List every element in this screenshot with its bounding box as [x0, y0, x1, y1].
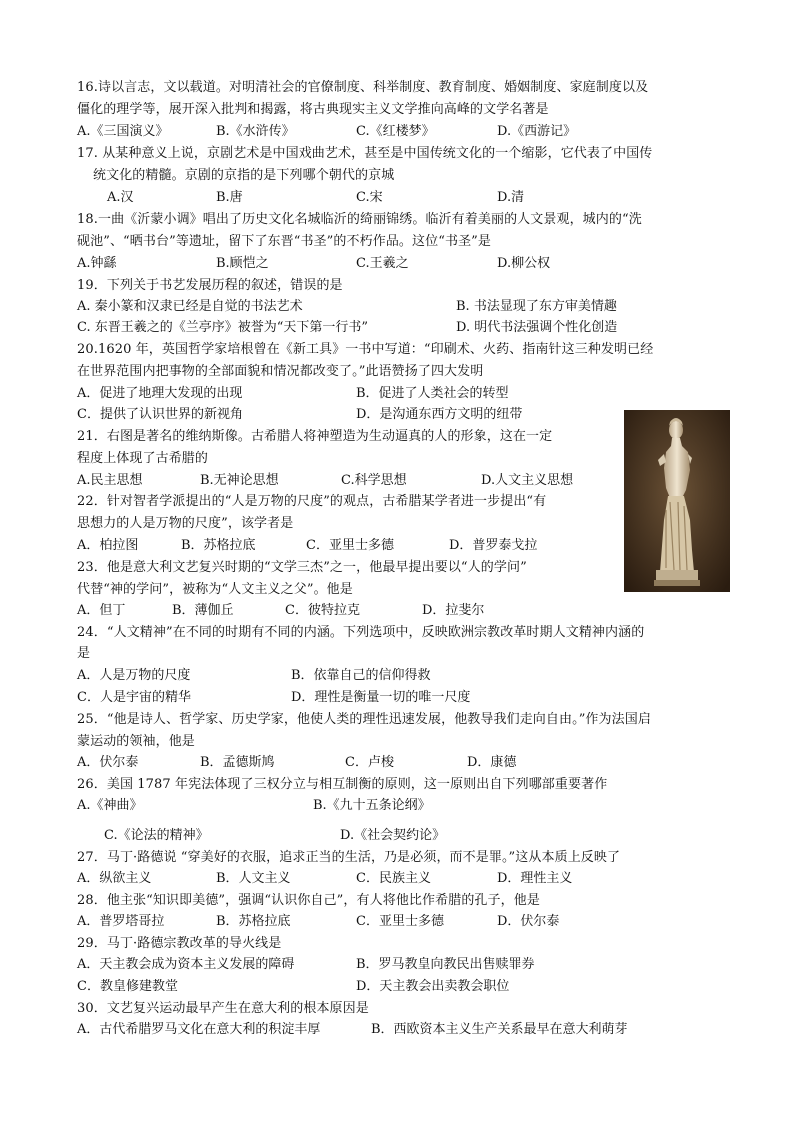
q22-option-b: B．苏格拉底: [181, 538, 256, 553]
q20-option-d: D．是沟通东西方文明的纽带: [356, 407, 523, 422]
question-23-line-1: 23．他是意大利文艺复兴时期的“文学三杰”之一，他最早提出要以“人的学问”: [77, 560, 527, 575]
venus-statue-image: [624, 410, 730, 592]
question-24-line-2: 是: [77, 646, 91, 661]
question-22-line-2: 思想力的人是万物的尺度”，该学者是: [77, 516, 294, 531]
question-25-line-2: 蒙运动的领袖，他是: [77, 734, 195, 749]
question-29-line-1: 29．马丁·路德宗教改革的导火线是: [77, 936, 282, 951]
q19-option-d: D. 明代书法强调个性化创造: [456, 320, 618, 335]
q23-option-c: C．彼特拉克: [285, 603, 360, 618]
question-21-line-1: 21．右图是著名的维纳斯像。古希腊人将神塑造为生动逼真的人的形象，这在一定: [77, 429, 553, 444]
q17-option-c: C.宋: [356, 190, 383, 205]
question-23-line-2: 代替“神的学问”，被称为“人文主义之父”。他是: [77, 582, 353, 597]
q18-option-d: D.柳公权: [497, 256, 551, 271]
q21-option-b: B.无神论思想: [200, 473, 279, 488]
question-30-line-1: 30．文艺复兴运动最早产生在意大利的根本原因是: [77, 1001, 369, 1016]
q30-option-b: B．西欧资本主义生产关系最早在意大利萌芽: [371, 1022, 628, 1037]
q19-option-a: A. 秦小篆和汉隶已经是自觉的书法艺术: [77, 299, 303, 314]
q25-option-d: D．康德: [467, 755, 517, 770]
q16-option-c: C.《红楼梦》: [356, 124, 435, 139]
q26-option-a: A.《神曲》: [77, 798, 143, 813]
q16-option-a: A.《三国演义》: [77, 124, 169, 139]
q22-option-c: C．亚里士多德: [306, 538, 394, 553]
q30-option-a: A．古代希腊罗马文化在意大利的积淀丰厚: [77, 1022, 321, 1037]
question-27-line-1: 27．马丁·路德说 “穿美好的衣服，追求正当的生活，乃是必须，而不是罪。”这从本质上反映了: [77, 850, 621, 865]
q19-option-b: B. 书法显现了东方审美情趣: [456, 299, 617, 314]
q26-option-d: D.《社会契约论》: [340, 828, 446, 843]
question-22-line-1: 22．针对智者学派提出的“人是万物的尺度”的观点，古希腊某学者进一步提出“有: [77, 494, 547, 509]
question-17-line-2: 统文化的精髓。京剧的京指的是下列哪个朝代的京城: [93, 168, 395, 183]
q21-option-a: A.民主思想: [77, 473, 143, 488]
q21-option-c: C.科学思想: [341, 473, 407, 488]
q27-option-b: B．人文主义: [216, 871, 291, 886]
q28-option-a: A．普罗塔哥拉: [77, 914, 165, 929]
q22-option-d: D．普罗泰戈拉: [449, 538, 538, 553]
q21-option-d: D.人文主义思想: [481, 473, 574, 488]
question-20-line-2: 在世界范围内把事物的全部面貌和情况都改变了。”此语赞扬了四大发明: [77, 364, 484, 379]
q27-option-d: D．理性主义: [497, 871, 573, 886]
q29-option-a: A．天主教会成为资本主义发展的障碍: [77, 957, 295, 972]
question-28-line-1: 28．他主张“知识即美德”，强调“认识你自己”，有人将他比作希腊的孔子，他是: [77, 893, 540, 908]
question-18-line-2: 砚池”、“晒书台”等遗址，留下了东晋“书圣”的不朽作品。这位“书圣”是: [77, 234, 492, 249]
question-17-line-1: 17. 从某种意义上说，京剧艺术是中国戏曲艺术，甚至是中国传统文化的一个缩影，它代表了中国传: [77, 146, 653, 161]
question-16-line-1: 16.诗以言志，文以载道。对明清社会的官僚制度、科举制度、教育制度、婚姻制度、家庭制度以及: [77, 80, 649, 95]
q28-option-d: D．伏尔泰: [497, 914, 560, 929]
question-18-line-1: 18.一曲《沂蒙小调》唱出了历史文化名城临沂的绮丽锦绣。临沂有着美丽的人文景观，城内的“洗: [77, 212, 642, 227]
q29-option-d: D．天主教会出卖教会职位: [356, 979, 510, 994]
question-26-line-1: 26．美国 1787 年宪法体现了三权分立与相互制衡的原则，这一原则出自下列哪部重要著作: [77, 777, 608, 792]
q24-option-c: C．人是宇宙的精华: [77, 690, 191, 705]
q25-option-c: C．卢梭: [345, 755, 394, 770]
q27-option-a: A．纵欲主义: [77, 871, 152, 886]
q17-option-d: D.清: [497, 190, 525, 205]
q23-option-d: D．拉斐尔: [422, 603, 485, 618]
q26-option-b: B.《九十五条论纲》: [313, 798, 431, 813]
q23-option-b: B．薄伽丘: [172, 603, 234, 618]
question-21-line-2: 程度上体现了古希腊的: [77, 451, 209, 466]
question-16-line-2: 僵化的理学等，展开深入批判和揭露，将古典现实主义文学推向高峰的文学名著是: [77, 102, 549, 117]
question-25-line-1: 25．“他是诗人、哲学家、历史学家，他使人类的理性迅速发展，他教导我们走向自由。”作为法国启: [77, 712, 651, 727]
q28-option-b: B．苏格拉底: [216, 914, 291, 929]
q28-option-c: C．亚里士多德: [356, 914, 444, 929]
q19-option-c: C. 东晋王羲之的《兰亭序》被誉为“天下第一行书”: [77, 320, 369, 335]
q29-option-b: B．罗马教皇向教民出售赎罪券: [356, 957, 535, 972]
q24-option-a: A．人是万物的尺度: [77, 668, 191, 683]
q27-option-c: C．民族主义: [356, 871, 431, 886]
question-19-line-1: 19．下列关于书艺发展历程的叙述，错误的是: [77, 278, 343, 293]
q16-option-d: D.《西游记》: [497, 124, 577, 139]
q17-option-a: A.汉: [107, 190, 134, 205]
q23-option-a: A．但丁: [77, 603, 126, 618]
q26-option-c: C.《论法的精神》: [104, 828, 209, 843]
q29-option-c: C．教皇修建教堂: [77, 979, 178, 994]
q24-option-d: D．理性是衡量一切的唯一尺度: [291, 690, 471, 705]
q16-option-b: B.《水浒传》: [216, 124, 295, 139]
q18-option-b: B.顾恺之: [216, 256, 269, 271]
question-20-line-1: 20.1620 年，英国哲学家培根曾在《新工具》一书中写道：“印刷术、火药、指南针这三种发明已经: [77, 342, 654, 357]
q18-option-a: A.钟繇: [77, 256, 117, 271]
question-24-line-1: 24．“人文精神”在不同的时期有不同的内涵。下列选项中，反映欧洲宗教改革时期人文精神内涵的: [77, 625, 645, 640]
venus-statue-drawing: [624, 410, 730, 592]
q25-option-a: A．伏尔泰: [77, 755, 139, 770]
q24-option-b: B．依靠自己的信仰得救: [291, 668, 431, 683]
q22-option-a: A．柏拉图: [77, 538, 139, 553]
q18-option-c: C.王羲之: [356, 256, 409, 271]
q20-option-c: C．提供了认识世界的新视角: [77, 407, 243, 422]
q17-option-b: B.唐: [216, 190, 243, 205]
q20-option-a: A．促进了地理大发现的出现: [77, 386, 243, 401]
q20-option-b: B．促进了人类社会的转型: [356, 386, 509, 401]
q25-option-b: B．孟德斯鸠: [200, 755, 275, 770]
